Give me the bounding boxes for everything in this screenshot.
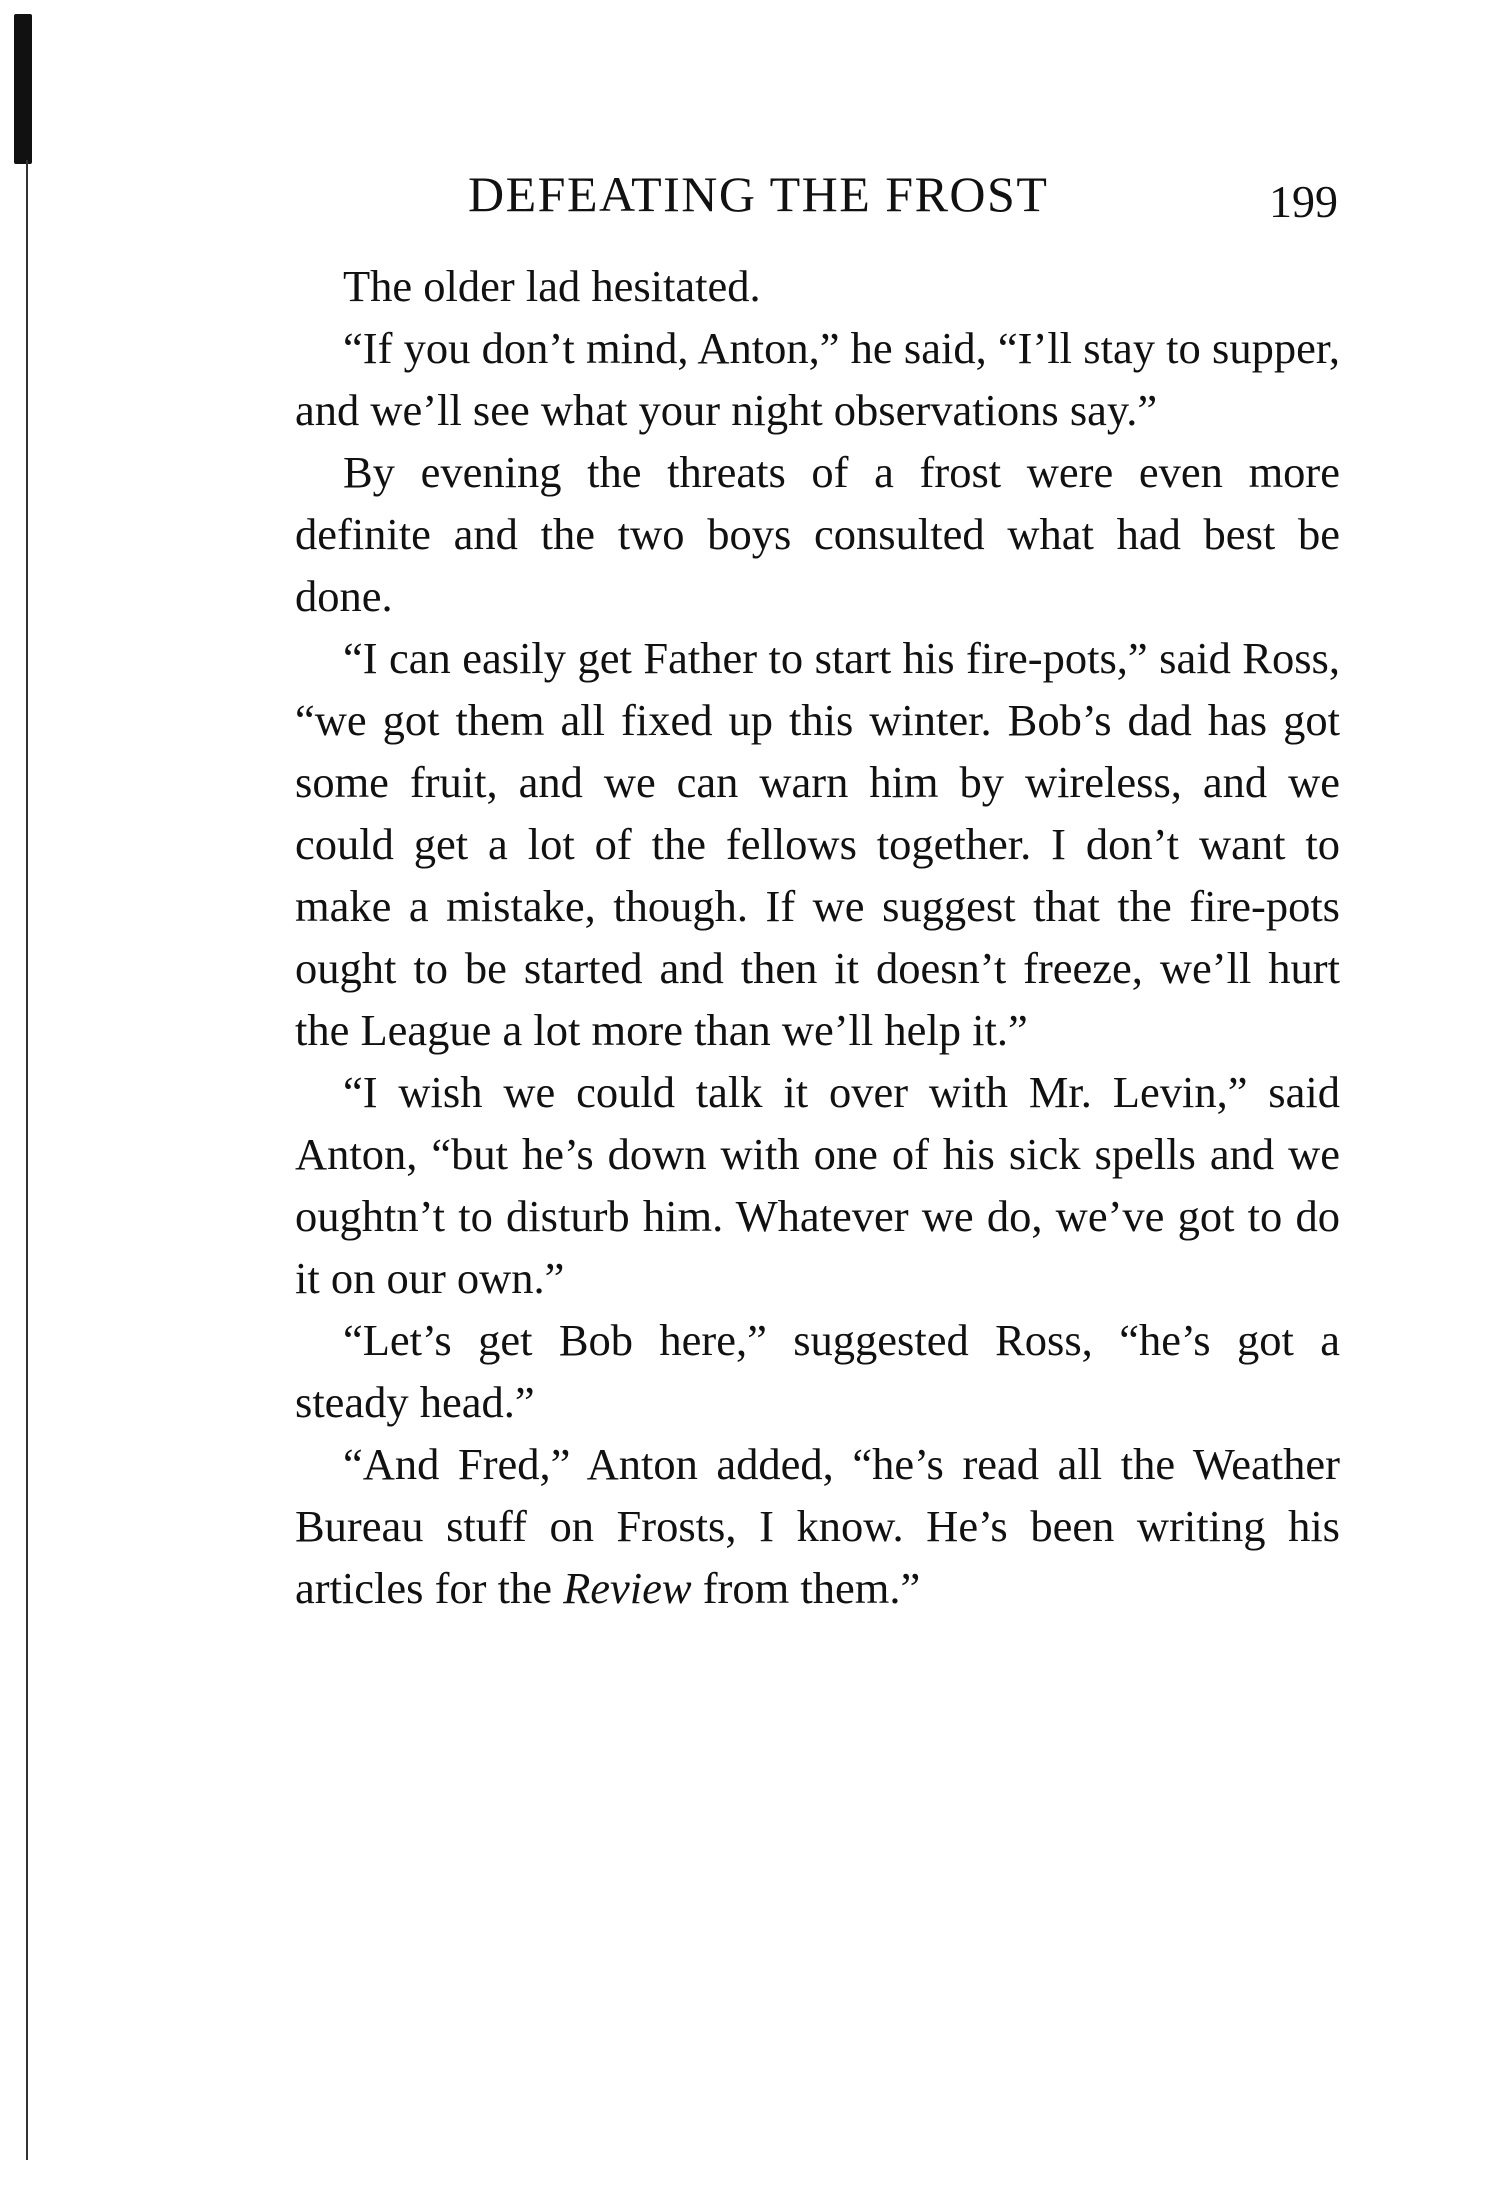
body-text [295, 255, 1340, 1619]
paragraph: “I can easily get Father to start his fire-pots,” said Ross, “we got them all fixed up this winter. Bob’s dad has got some fruit, and we can warn him by wireless, and we could get a lot of the fellows together. I don’t want to make a mistake, though. If we suggest that the fire-pots ought to be started and then it doesn’t freeze, we’ll hurt the League a lot more than we’ll help it.” [295, 633, 1340, 1055]
page-number: 199 [1269, 176, 1338, 227]
paragraph: By evening the threats of a frost were even more definite and the two boys consulted what had best be done. [295, 447, 1340, 621]
binding-line [26, 160, 28, 2160]
paragraph: “If you don’t mind, Anton,” he said, “I’ll stay to supper, and we’ll see what your night observations say.” [295, 323, 1340, 435]
paragraph: “I wish we could talk it over with Mr. Levin,” said Anton, “but he’s down with one of his sick spells and we oughtn’t to disturb him. Whatever we do, we’ve got to do it on our own.” [295, 1067, 1340, 1303]
paragraph-text: “And Fred,” Anton added, “he’s read all the Weather Bureau stuff on Frosts, I know. He’s been writing his articles for the [295, 1439, 1340, 1613]
paragraph-text: from them.” [691, 1563, 921, 1613]
paragraph: “Let’s get Bob here,” suggested Ross, “he’s got a steady head.” [295, 1315, 1340, 1427]
running-head: DEFEATING THE FROST [468, 166, 1049, 222]
page-header [468, 165, 1348, 235]
binding-edge [0, 0, 60, 2203]
italic-title: Review [563, 1563, 692, 1613]
binding-shadow [14, 14, 32, 164]
paragraph: The older lad hesitated. [343, 261, 761, 311]
paragraph [295, 1433, 1340, 1619]
